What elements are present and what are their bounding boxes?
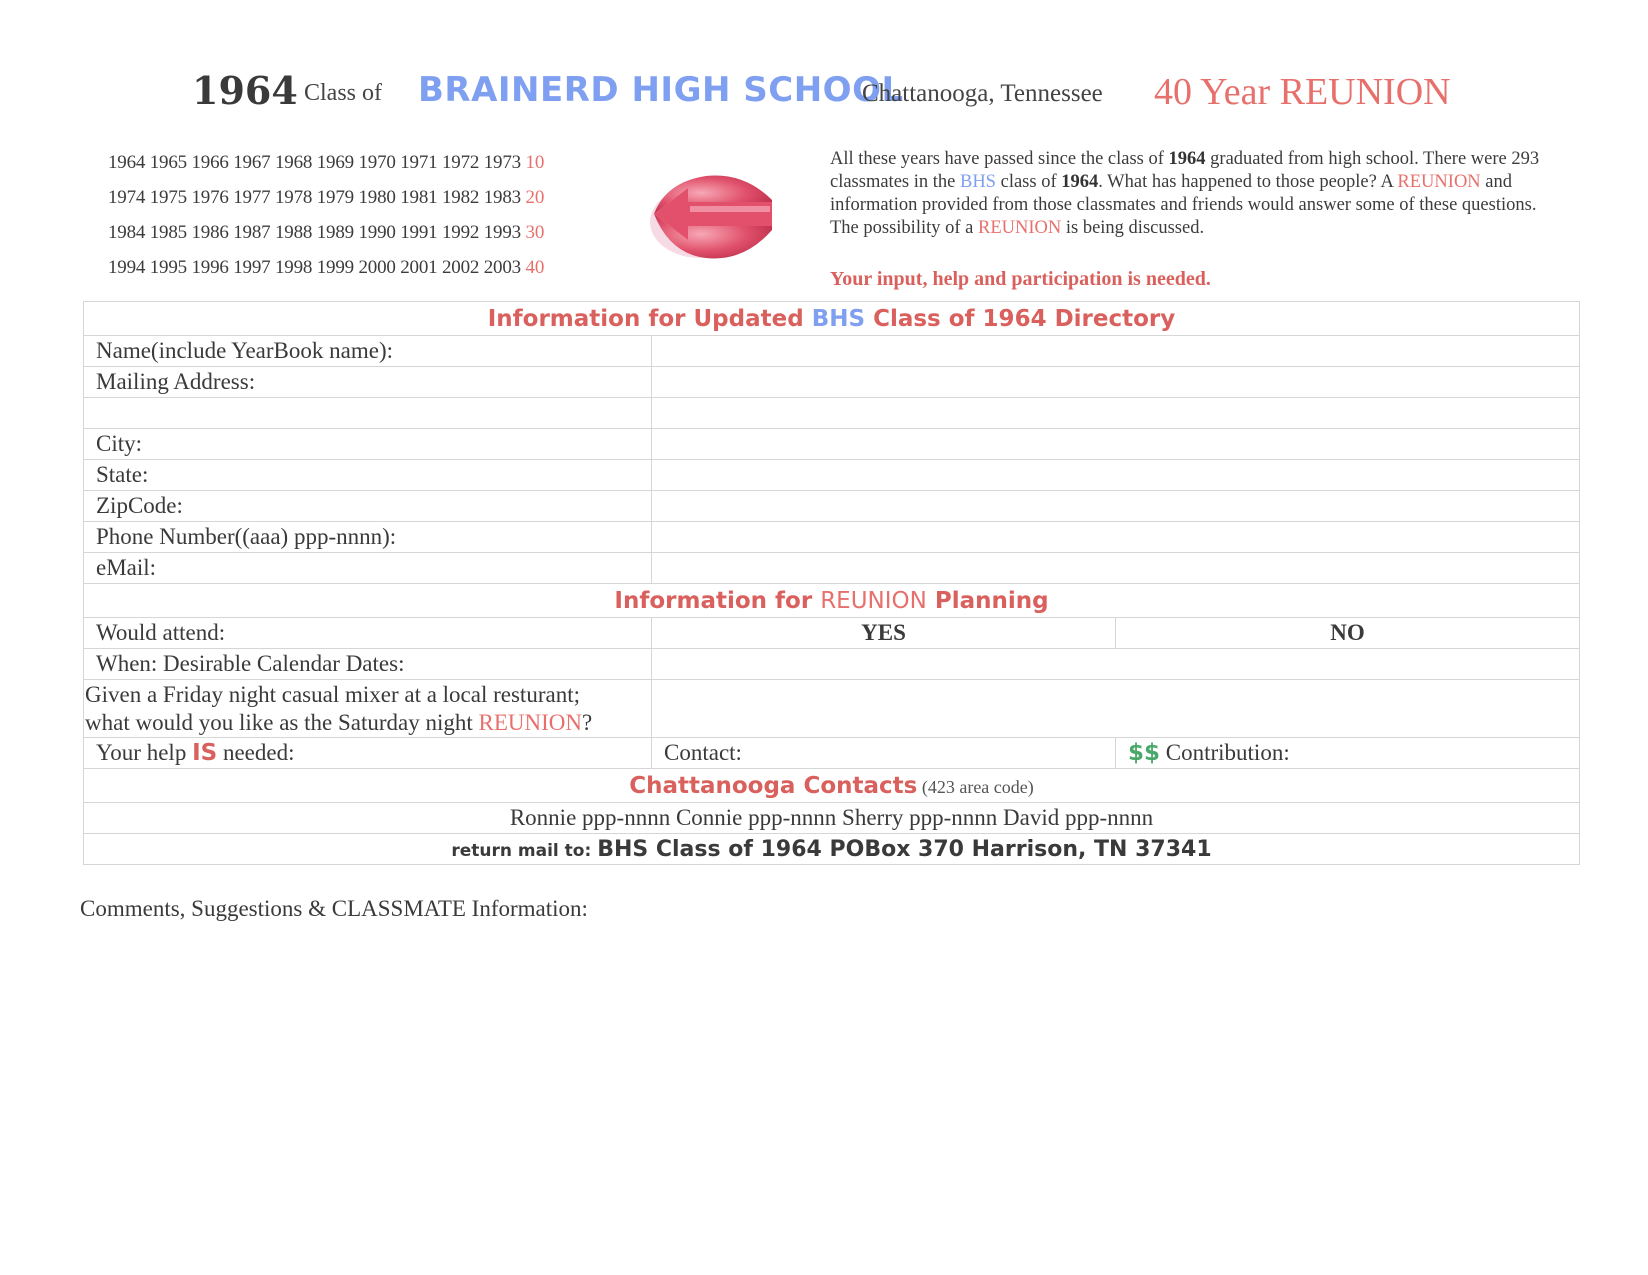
city-label: City: <box>84 429 652 460</box>
contact-field[interactable]: Contact: <box>652 738 1116 769</box>
years-grid <box>108 152 608 292</box>
dates-input[interactable] <box>652 649 1580 680</box>
mailing-address-line2-input[interactable] <box>652 398 1580 429</box>
planning-section-title: Information for REUNION Planning <box>84 584 1580 618</box>
header-class-of: Class of <box>304 80 382 106</box>
contacts-list: Ronnie ppp-nnnn Connie ppp-nnnn Sherry ppp-nnnn David ppp-nnnn <box>84 803 1580 834</box>
return-mail-address: return mail to: BHS Class of 1964 POBox 370 Harrison, TN 37341 <box>84 834 1580 865</box>
mailing-address-label: Mailing Address: <box>84 367 652 398</box>
email-input[interactable] <box>652 553 1580 584</box>
dates-label: When: Desirable Calendar Dates: <box>84 649 652 680</box>
years-row: 1974 1975 1976 1977 1978 1979 1980 1981 1982 1983 20 <box>108 187 545 208</box>
saturday-answer-input[interactable] <box>652 680 1580 738</box>
left-arrow-icon <box>644 170 776 270</box>
state-label: State: <box>84 460 652 491</box>
saturday-question-label: Given a Friday night casual mixer at a local resturant; what would you like as the Saturday night REUNION? <box>84 680 652 738</box>
header-reunion: 40 Year REUNION <box>1154 71 1451 113</box>
zipcode-input[interactable] <box>652 491 1580 522</box>
phone-input[interactable] <box>652 522 1580 553</box>
mailing-address-input[interactable] <box>652 367 1580 398</box>
contacts-section-title: Chattanooga Contacts (423 area code) <box>84 769 1580 803</box>
name-label: Name(include YearBook name): <box>84 336 652 367</box>
reunion-form-table <box>83 301 1580 865</box>
city-input[interactable] <box>652 429 1580 460</box>
state-input[interactable] <box>652 460 1580 491</box>
email-label: eMail: <box>84 553 652 584</box>
years-row: 1964 1965 1966 1967 1968 1969 1970 1971 1972 1973 10 <box>108 152 545 173</box>
directory-section-title: Information for Updated BHS Class of 1964 Directory <box>84 302 1580 336</box>
years-row: 1994 1995 1996 1997 1998 1999 2000 2001 2002 2003 40 <box>108 257 545 278</box>
name-input[interactable] <box>652 336 1580 367</box>
header-year: 1964 <box>192 68 298 113</box>
intro-paragraph: All these years have passed since the class of 1964 graduated from high school. There were 293 classmates in the BHS class of 1964. What has happened to those people? A REUNION and information provided from those classmates and friends would answer some of these questions. The possibility of a REUNION is being discussed. <box>830 149 1540 238</box>
years-row: 1984 1985 1986 1987 1988 1989 1990 1991 1992 1993 30 <box>108 222 545 243</box>
participation-callout: Your input, help and participation is needed. <box>830 268 1211 290</box>
header-location: Chattanooga, Tennessee <box>862 80 1103 107</box>
phone-label: Phone Number((aaa) ppp-nnnn): <box>84 522 652 553</box>
contribution-field[interactable]: $$ Contribution: <box>1116 738 1580 769</box>
zipcode-label: ZipCode: <box>84 491 652 522</box>
help-needed-label: Your help IS needed: <box>84 738 652 769</box>
mailing-address-line2-label <box>84 398 652 429</box>
attend-yes-option[interactable]: YES <box>652 618 1116 649</box>
attend-label: Would attend: <box>84 618 652 649</box>
comments-label: Comments, Suggestions & CLASSMATE Information: <box>80 896 588 921</box>
header-school-name: BRAINERD HIGH SCHOOL <box>418 70 904 110</box>
attend-no-option[interactable]: NO <box>1116 618 1580 649</box>
